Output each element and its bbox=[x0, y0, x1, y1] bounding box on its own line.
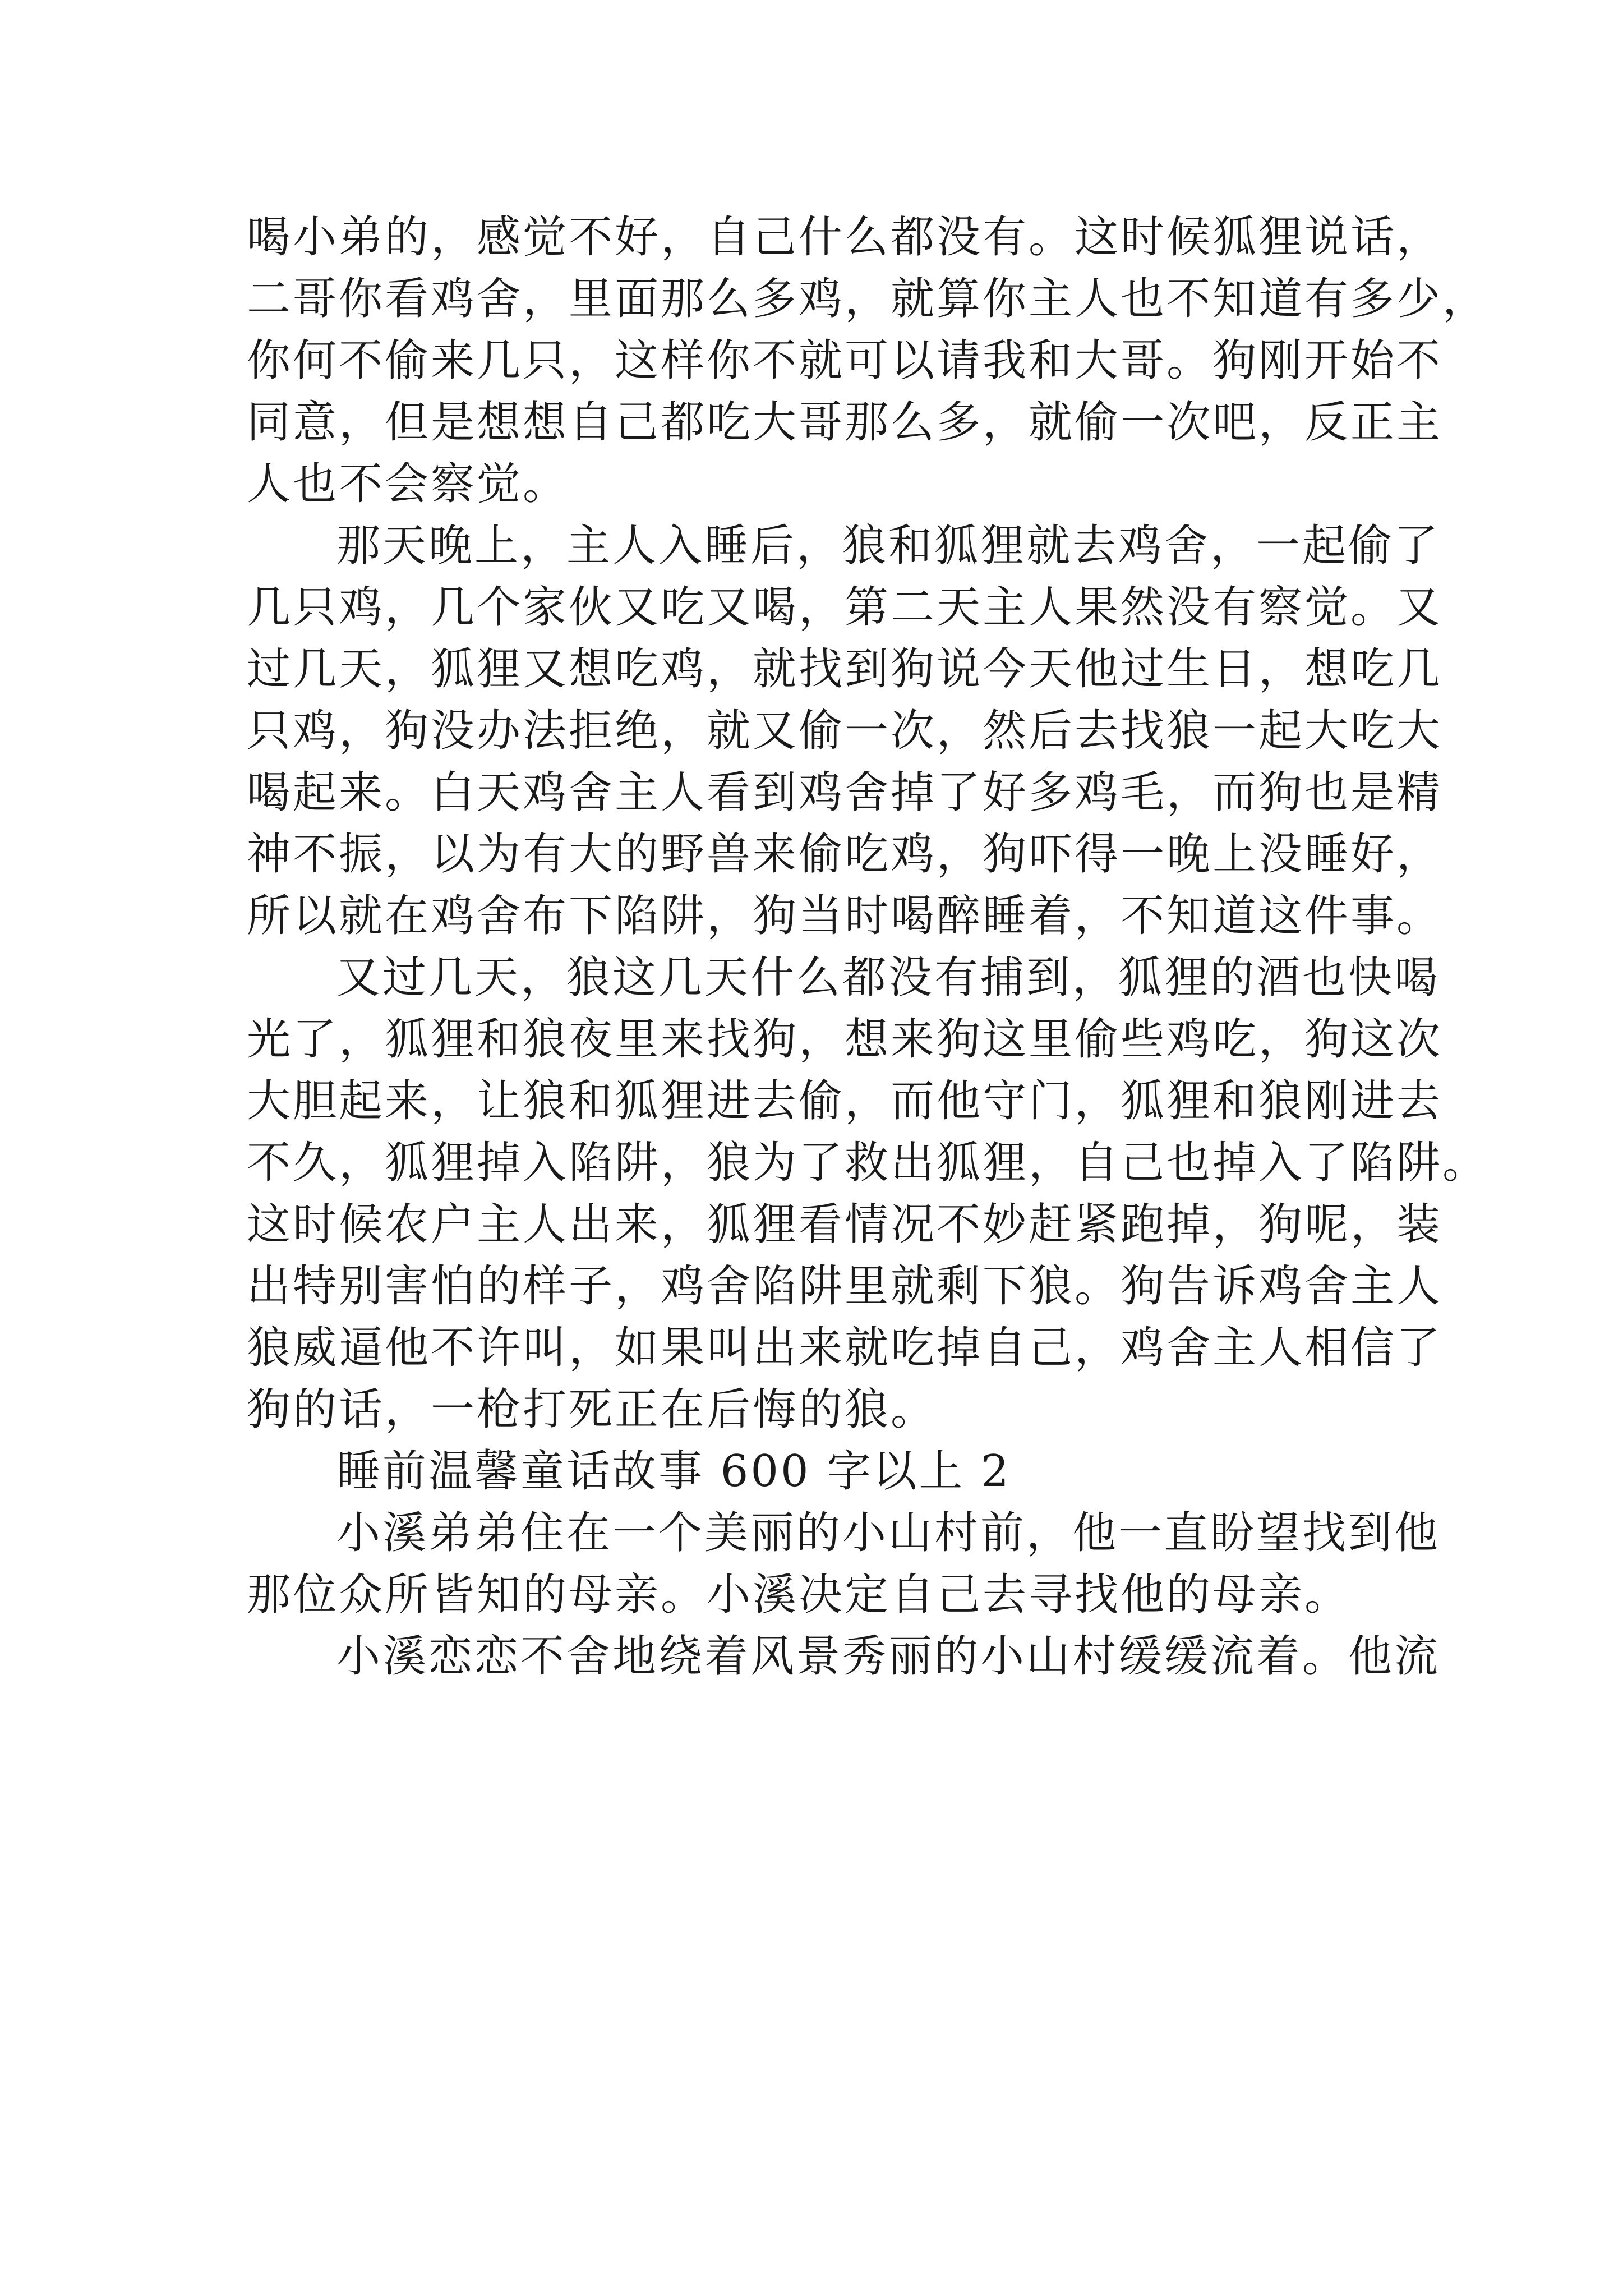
text-line: 小溪弟弟住在一个美丽的小山村前，他一直盼望找到他 bbox=[336, 1508, 1441, 1558]
paragraph bbox=[247, 1502, 1441, 1626]
text-line: 狼威逼他不许叫，如果叫出来就吃掉自己，鸡舍主人相信了 bbox=[247, 1323, 1443, 1373]
text-line: 所以就在鸡舍布下陷阱，狗当时喝醉睡着，不知道这件事。 bbox=[247, 891, 1443, 941]
paragraph bbox=[247, 515, 1443, 947]
text-line: 出特别害怕的样子，鸡舍陷阱里就剩下狼。狗告诉鸡舍主人 bbox=[247, 1261, 1443, 1312]
text-line: 喝小弟的，感觉不好，自己什么都没有。这时候狐狸说话， bbox=[247, 212, 1443, 263]
text-line: 几只鸡，几个家伙又吃又喝，第二天主人果然没有察觉。又 bbox=[247, 582, 1443, 633]
text-line: 喝起来。白天鸡舍主人看到鸡舍掉了好多鸡毛，而狗也是精 bbox=[247, 767, 1443, 818]
heading-text: 睡前温馨童话故事 600 字以上 2 bbox=[336, 1446, 1011, 1497]
text-line: 又过几天，狼这几天什么都没有捕到，狐狸的酒也快喝 bbox=[336, 953, 1441, 1003]
text-line: 神不振，以为有大的野兽来偷吃鸡，狗吓得一晚上没睡好， bbox=[247, 829, 1443, 880]
text-line: 狗的话，一枪打死正在后悔的狼。 bbox=[247, 1384, 937, 1435]
text-line: 这时候农户主人出来，狐狸看情况不妙赶紧跑掉，狗呢，装 bbox=[247, 1199, 1443, 1250]
text-line: 那位众所皆知的母亲。小溪决定自己去寻找他的母亲。 bbox=[247, 1570, 1351, 1620]
document-body bbox=[247, 206, 1489, 1687]
text-line: 同意，但是想想自己都吃大哥那么多，就偷一次吧，反正主 bbox=[247, 397, 1443, 448]
text-line: 大胆起来，让狼和狐狸进去偷，而他守门，狐狸和狼刚进去 bbox=[247, 1076, 1443, 1126]
text-line: 人也不会察觉。 bbox=[247, 459, 569, 509]
text-line: 小溪恋恋不舍地绕着风景秀丽的小山村缓缓流着。他流 bbox=[336, 1631, 1441, 1682]
text-line: 不久，狐狸掉入陷阱，狼为了救出狐狸，自己也掉入了陷阱。 bbox=[247, 1138, 1489, 1188]
paragraph bbox=[247, 206, 1489, 515]
text-line: 只鸡，狗没办法拒绝，就又偷一次，然后去找狼一起大吃大 bbox=[247, 706, 1443, 756]
section-heading bbox=[247, 1441, 1391, 1502]
text-line: 过几天，狐狸又想吃鸡，就找到狗说今天他过生日，想吃几 bbox=[247, 644, 1443, 694]
text-line: 二哥你看鸡舍，里面那么多鸡，就算你主人也不知道有多少， bbox=[247, 274, 1489, 324]
paragraph bbox=[247, 947, 1489, 1441]
paragraph bbox=[247, 1626, 1441, 1687]
text-line: 光了，狐狸和狼夜里来找狗，想来狗这里偷些鸡吃，狗这次 bbox=[247, 1014, 1443, 1065]
text-line: 你何不偷来几只，这样你不就可以请我和大哥。狗刚开始不 bbox=[247, 335, 1443, 386]
text-line: 那天晚上，主人入睡后，狼和狐狸就去鸡舍，一起偷了 bbox=[336, 521, 1441, 571]
